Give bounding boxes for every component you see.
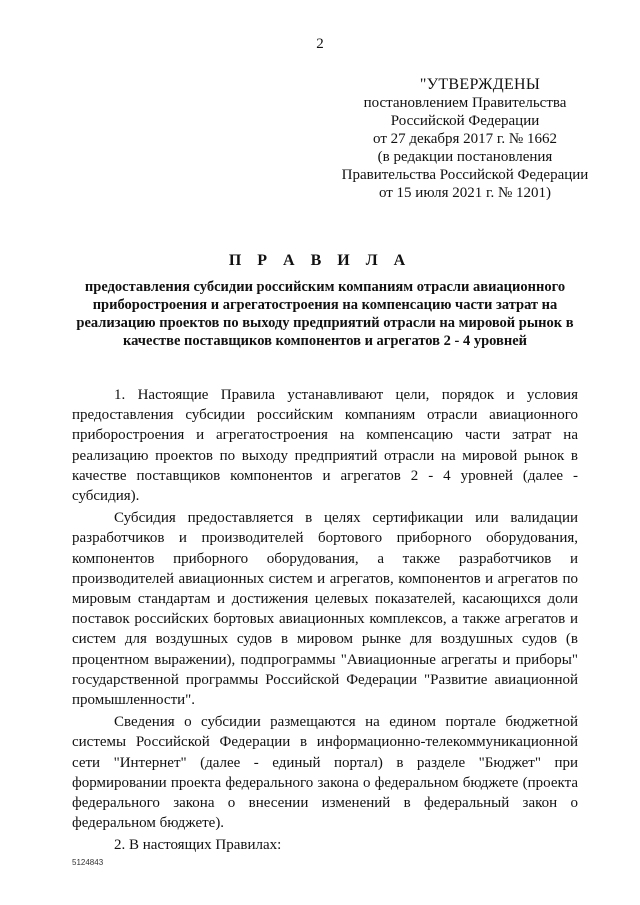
paragraph-2: Субсидия предоставляется в целях сертификации или валидации разработчиков и производителей бортового приборного оборудования, компонентов приборного оборудования, а также разработчиков и производителей авиационных систем и агрегатов, компонентов и агрегатов по мировым стандартам и достижения целевых показателей, касающихся доли поставок российских бортовых авиационных комплексов, а также агрегатов и систем для воздушных судов в мировом рынке для воздушных судов (в процентном выражении), подпрограммы "Авиационные агрегаты и приборы" государственной программы Российской Федерации "Развитие авиационной промышленности".	[72, 510, 578, 709]
page-number: 2	[316, 36, 324, 52]
paragraph-3: Сведения о субсидии размещаются на едином портале бюджетной системы Российской Федерации в информационно-телекоммуникационной сети "Интернет" (далее - единый портал) в разделе "Бюджет" при формировании проекта федерального закона о федеральном бюджете (проекта федерального закона о внесении изменений в федеральный закон о федеральном бюджете).	[72, 714, 578, 832]
paragraph-4: 2. В настоящих Правилах:	[114, 837, 282, 854]
approval-line: Правительства Российской Федерации	[341, 167, 589, 183]
document-body	[72, 385, 578, 856]
approval-block	[300, 76, 630, 202]
approval-heading: "УТВЕРЖДЕНЫ	[419, 76, 541, 93]
approval-line: постановлением Правительства	[363, 95, 567, 111]
approval-line: (в редакции постановления	[377, 149, 553, 165]
document-title: П Р А В И Л А	[228, 252, 412, 269]
approval-line: от 27 декабря 2017 г. № 1662	[373, 131, 557, 147]
paragraph-1: 1. Настоящие Правила устанавливают цели, порядок и условия предоставления субсидии российским компаниям отрасли авиационного приборостроения и агрегатостроения на компенсацию части затрат на реализацию проектов по выходу предприятий отрасли на мировой рынок в качестве поставщиков компонентов и агрегатов 2 - 4 уровней (далее - субсидия).	[72, 387, 578, 505]
document-subtitle: предоставления субсидии российским компаниям отрасли авиационного приборостроения и агрегатостроения на компенсацию части затрат на реализацию проектов по выходу предприятий отрасли на мировой рынок в качестве поставщиков компонентов и агрегатов 2 - 4 уровней	[76, 279, 574, 349]
document-code: 5124843	[72, 858, 104, 867]
approval-line: от 15 июля 2021 г. № 1201)	[378, 185, 552, 201]
approval-line: Российской Федерации	[390, 113, 540, 129]
